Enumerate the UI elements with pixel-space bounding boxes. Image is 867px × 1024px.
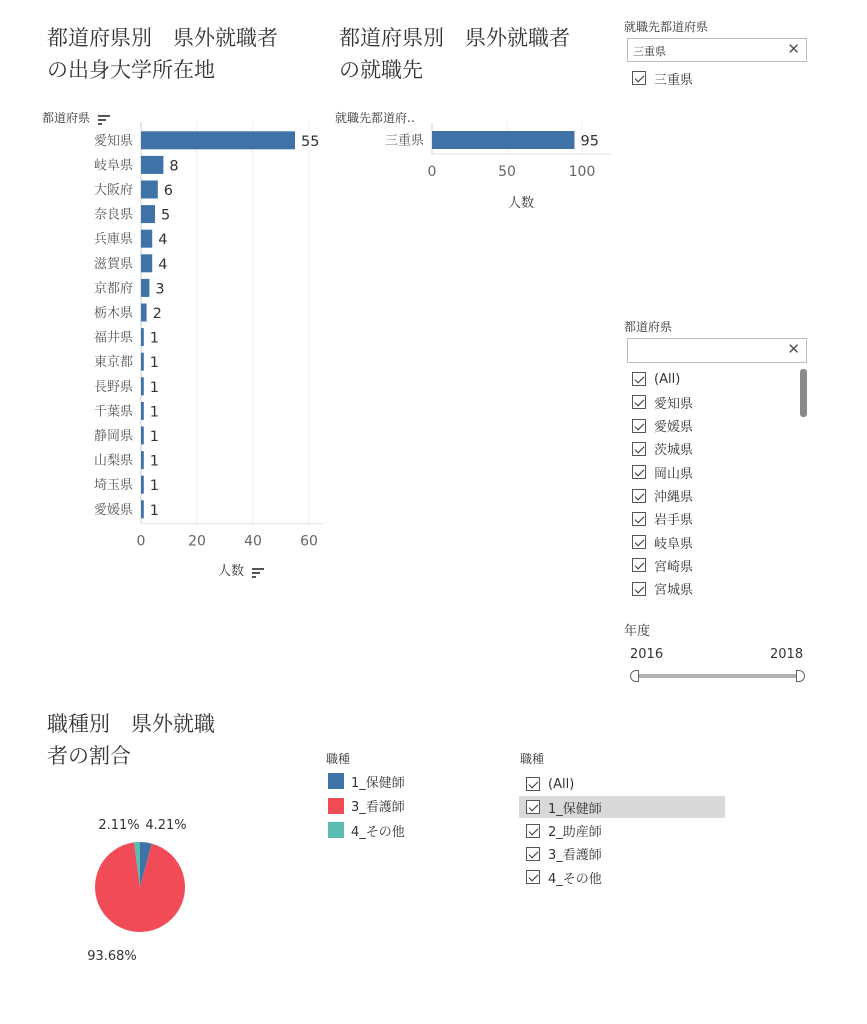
category-label[interactable]: 岐阜県: [93, 158, 133, 174]
destination-filter-title: 就職先都道府県: [624, 20, 709, 34]
filter-checkbox-item[interactable]: [526, 867, 602, 887]
value-label: 1: [149, 355, 160, 372]
x-tick-label: 40: [244, 533, 262, 550]
origin-category-labels: [94, 134, 133, 518]
destination-chart-title-line1: 都道府県別 県外就職者: [339, 26, 570, 50]
share-chart-title-line2: 者の割合: [47, 744, 131, 768]
origin-x-ticks: [137, 534, 318, 550]
category-label[interactable]: 長野県: [93, 379, 133, 395]
category-label[interactable]: 東京都: [93, 355, 133, 371]
bar[interactable]: [141, 131, 295, 149]
origin-value-labels: [150, 134, 320, 519]
close-icon[interactable]: ✕: [787, 340, 800, 358]
checkbox-checked-icon[interactable]: [632, 582, 646, 596]
destination-chart-title: [339, 22, 570, 86]
filter-checkbox-item[interactable]: [632, 369, 680, 389]
x-tick-label: 60: [300, 533, 318, 550]
year-slider-track[interactable]: [636, 674, 800, 678]
destination-category-labels: [385, 134, 424, 149]
year-filter-title: 年度: [624, 624, 651, 639]
filter-item-label: 愛媛県: [654, 420, 694, 436]
origin-bar-chart: [0, 120, 330, 590]
filter-checkbox-item[interactable]: [632, 439, 693, 459]
legend-label: 3_看護師: [351, 800, 405, 815]
filter-item-label: 2_助産師: [548, 825, 602, 841]
year-slider-max-handle[interactable]: [796, 670, 805, 682]
filter-item-label: 三重県: [654, 72, 694, 88]
filter-item-label: (All): [548, 776, 575, 792]
x-tick-label: 0: [136, 533, 146, 550]
bar[interactable]: [141, 156, 163, 174]
filter-checkbox-item[interactable]: [632, 486, 693, 506]
filter-checkbox-item[interactable]: [632, 579, 693, 599]
checkbox-checked-icon[interactable]: [632, 372, 646, 386]
legend-title: 職種: [326, 752, 351, 766]
category-label[interactable]: 千葉県: [93, 404, 133, 420]
bar[interactable]: [432, 131, 575, 149]
destination-row-header[interactable]: 就職先都道府..: [335, 111, 415, 125]
category-label[interactable]: 京都府: [93, 281, 133, 297]
category-label[interactable]: 埼玉県: [93, 478, 133, 494]
checkbox-checked-icon[interactable]: [632, 535, 646, 549]
filter-item-label: 茨城県: [654, 443, 694, 459]
job-filter-title: 職種: [520, 752, 545, 766]
value-label: 4: [158, 232, 168, 249]
value-label: 4: [158, 256, 168, 273]
checkbox-checked-icon[interactable]: [526, 824, 540, 838]
legend-item[interactable]: [328, 797, 405, 815]
filter-checkbox-item[interactable]: [526, 844, 602, 864]
x-tick-label: 0: [427, 164, 437, 180]
filter-item-label: 愛知県: [654, 396, 694, 412]
bar[interactable]: [141, 451, 144, 469]
bar[interactable]: [141, 402, 144, 420]
checkbox-checked-icon[interactable]: [632, 512, 646, 526]
filter-checkbox-item[interactable]: [632, 68, 693, 88]
bar[interactable]: [141, 353, 144, 371]
x-tick-label: 100: [568, 164, 596, 180]
value-label: 1: [149, 502, 160, 519]
checkbox-checked-icon[interactable]: [526, 800, 540, 814]
pie-label: 4.21%: [145, 818, 187, 833]
value-label: 6: [163, 183, 174, 199]
origin-chart-title: [47, 22, 278, 86]
job-share-pie-chart: [40, 800, 240, 960]
prefecture-filter-search-input[interactable]: [627, 338, 807, 363]
filter-checkbox-item[interactable]: [519, 796, 725, 818]
bar[interactable]: [141, 205, 155, 223]
destination-x-axis-label: 人数: [508, 196, 535, 211]
bar[interactable]: [141, 427, 144, 445]
destination-value-labels: [581, 134, 599, 150]
filter-item-label: 1_保健師: [548, 801, 602, 817]
category-label[interactable]: 奈良県: [93, 207, 133, 223]
destination-filter-search-value: 三重県: [633, 45, 666, 58]
filter-item-label: 岡山県: [654, 466, 694, 482]
value-label: 95: [580, 133, 599, 150]
filter-item-label: 宮崎県: [654, 559, 694, 575]
close-icon[interactable]: ✕: [787, 40, 800, 58]
category-label[interactable]: 福井県: [93, 330, 133, 346]
category-label[interactable]: 滋賀県: [93, 256, 133, 272]
checkbox-checked-icon[interactable]: [632, 442, 646, 456]
legend-label: 1_保健師: [351, 775, 405, 791]
filter-item-label: 4_その他: [548, 871, 602, 887]
pie-label: 93.68%: [87, 949, 137, 960]
share-chart-title: [47, 708, 215, 772]
year-filter-min-label: 2016: [630, 647, 664, 662]
legend-swatch: [328, 822, 344, 838]
category-label[interactable]: 愛知県: [93, 133, 133, 149]
category-label[interactable]: 山梨県: [93, 453, 133, 469]
pie-label: 2.11%: [98, 818, 140, 833]
value-label: 3: [155, 281, 165, 298]
bar[interactable]: [141, 377, 144, 395]
value-label: 1: [149, 478, 160, 495]
filter-checkbox-item[interactable]: [632, 462, 693, 482]
value-label: 8: [169, 158, 179, 175]
share-chart-title-line1: 職種別 県外就職: [47, 712, 215, 736]
value-label: 1: [149, 404, 160, 421]
legend-swatch: [328, 798, 344, 814]
legend-label: 4_その他: [351, 824, 405, 840]
bar[interactable]: [141, 254, 152, 272]
filter-checkbox-item[interactable]: [632, 416, 693, 436]
filter-item-label: 沖縄県: [654, 490, 694, 505]
prefecture-filter-title: 都道府県: [624, 320, 673, 334]
value-label: 55: [301, 133, 320, 150]
checkbox-checked-icon[interactable]: [632, 489, 646, 503]
checkbox-checked-icon[interactable]: [526, 777, 540, 791]
value-label: 1: [149, 379, 160, 396]
origin-row-header-label: 都道府県: [42, 111, 91, 125]
filter-item-label: 岩手県: [654, 513, 694, 529]
prefecture-filter-scrollbar[interactable]: [800, 369, 807, 417]
checkbox-checked-icon[interactable]: [526, 847, 540, 861]
value-label: 5: [161, 207, 171, 224]
filter-checkbox-item[interactable]: [632, 509, 693, 529]
checkbox-checked-icon[interactable]: [632, 465, 646, 479]
origin-x-axis-title: [218, 560, 264, 579]
value-label: 1: [149, 453, 160, 470]
checkbox-checked-icon[interactable]: [632, 419, 646, 433]
bar[interactable]: [141, 181, 158, 199]
category-label[interactable]: 三重県: [384, 133, 424, 149]
year-filter-max-label: 2018: [770, 647, 804, 662]
filter-item-label: 3_看護師: [548, 848, 602, 864]
category-label[interactable]: 静岡県: [93, 429, 133, 444]
origin-chart-title-line2: の出身大学所在地: [47, 58, 215, 82]
sort-descending-icon[interactable]: [252, 567, 264, 577]
destination-filter-search-input[interactable]: [627, 38, 807, 62]
legend-item[interactable]: [328, 772, 405, 790]
filter-checkbox-item[interactable]: [526, 821, 602, 841]
filter-item-label: (All): [654, 371, 681, 387]
value-label: 1: [149, 330, 160, 347]
bar[interactable]: [141, 230, 152, 248]
category-label[interactable]: 兵庫県: [93, 232, 133, 248]
bar[interactable]: [141, 500, 144, 518]
origin-x-axis-label: 人数: [218, 564, 245, 579]
filter-checkbox-item[interactable]: [632, 532, 693, 552]
x-tick-label: 20: [188, 533, 206, 550]
bar[interactable]: [141, 279, 149, 297]
category-label[interactable]: 愛媛県: [93, 502, 133, 518]
prefecture-filter-list[interactable]: [624, 368, 814, 606]
checkbox-checked-icon[interactable]: [632, 558, 646, 572]
destination-chart-title-line2: の就職先: [339, 58, 423, 82]
category-label[interactable]: 栃木県: [93, 306, 133, 321]
x-tick-label: 50: [498, 164, 516, 180]
origin-chart-title-line1: 都道府県別 県外就職者: [47, 26, 278, 50]
destination-bars: [432, 131, 575, 149]
filter-item-label: 宮城県: [654, 583, 694, 599]
checkbox-checked-icon[interactable]: [526, 870, 540, 884]
category-label[interactable]: 大阪府: [93, 183, 133, 198]
bar[interactable]: [141, 304, 147, 322]
bar[interactable]: [141, 476, 144, 494]
destination-bar-chart: [330, 120, 620, 185]
pie-slices: [95, 842, 185, 932]
checkbox-checked-icon[interactable]: [632, 395, 646, 409]
filter-checkbox-item[interactable]: [632, 392, 693, 412]
checkbox-checked-icon[interactable]: [632, 71, 646, 85]
value-label: 2: [152, 306, 162, 322]
filter-item-label: 岐阜県: [654, 536, 694, 552]
filter-checkbox-item[interactable]: [632, 555, 693, 575]
legend-swatch: [328, 773, 344, 789]
legend-item[interactable]: [328, 821, 405, 839]
year-slider-min-handle[interactable]: [630, 670, 639, 682]
bar[interactable]: [141, 328, 144, 346]
value-label: 1: [149, 429, 160, 445]
destination-x-ticks: [428, 164, 596, 180]
filter-checkbox-item[interactable]: [526, 774, 574, 794]
